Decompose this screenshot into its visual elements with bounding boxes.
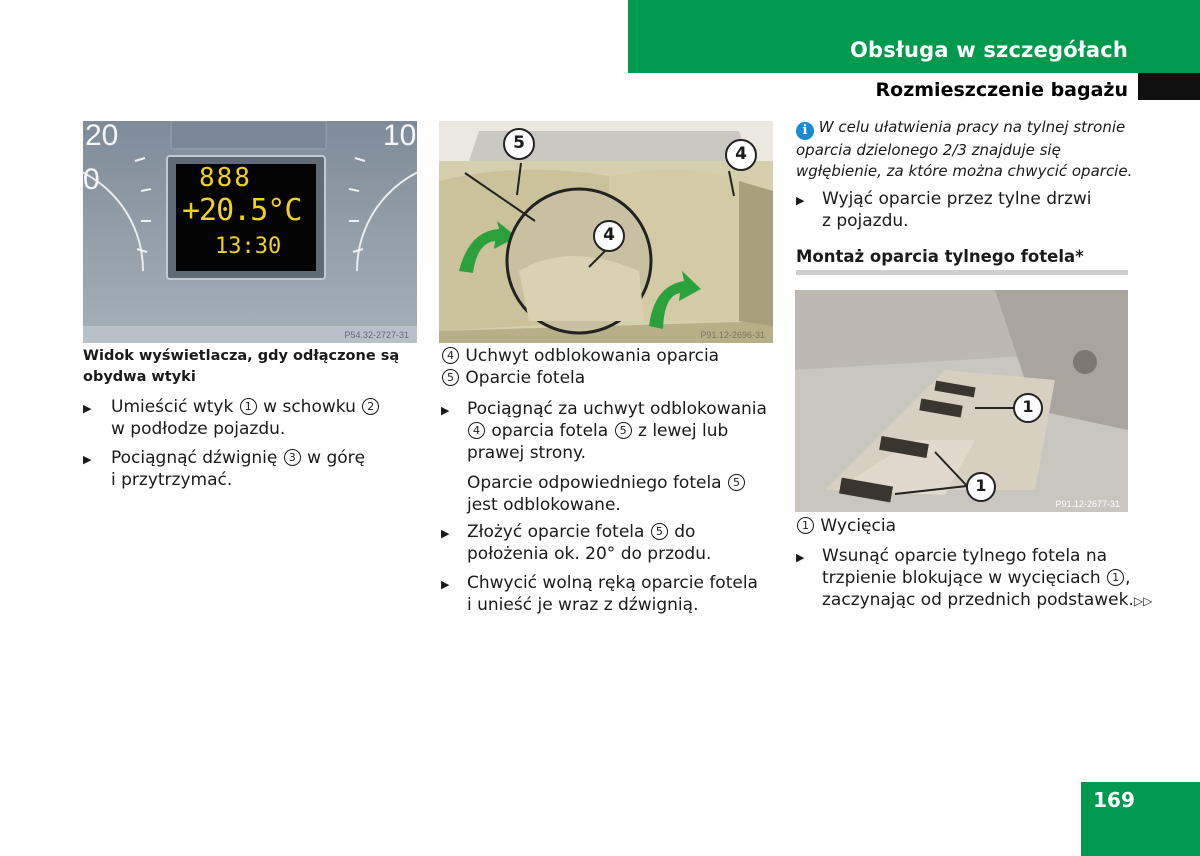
triangle-right-icon: ▶ — [796, 551, 805, 564]
figure-code: P91.12-2696-31 — [700, 330, 765, 340]
section-header-bar — [628, 0, 1200, 73]
ref-number: 5 — [651, 523, 668, 540]
figure-caption: Widok wyświetlacza, gdy odłączone są obydwa wtyki — [83, 348, 400, 385]
ref-number: 5 — [728, 474, 745, 491]
text: oparcia dzielonego 2/3 znajduje się — [796, 141, 1061, 159]
ref-number: 4 — [468, 422, 485, 439]
gauge-number-left-lower: 0 — [83, 163, 100, 196]
text: w podłodze pojazdu. — [111, 419, 286, 439]
list-item — [83, 447, 403, 491]
subheading: Montaż oparcia tylnego fotela* — [796, 247, 1084, 266]
text: Umieścić wtyk — [111, 397, 234, 417]
display-temperature: +20.5°C — [182, 193, 302, 228]
ref-number: 2 — [362, 398, 379, 415]
list-item — [441, 521, 781, 565]
ref-number: 1 — [240, 398, 257, 415]
callout-5: 5 — [513, 133, 525, 153]
list-item — [441, 572, 781, 616]
luggage-floor-illustration — [795, 290, 1128, 512]
gauge-number-right: 10 — [383, 121, 417, 152]
page-number: 169 — [1093, 788, 1135, 812]
list-item — [796, 545, 1166, 612]
list-item — [796, 188, 1136, 232]
text: i unieść je wraz z dźwignią. — [467, 595, 699, 615]
triangle-right-icon: ▶ — [441, 578, 450, 591]
triangle-right-icon: ▶ — [796, 194, 805, 207]
triangle-right-icon: ▶ — [441, 404, 450, 417]
list-item — [441, 398, 781, 516]
text: W celu ułatwienia pracy na tylnej stronie — [818, 118, 1126, 136]
text: Oparcie odpowiedniego fotela — [467, 473, 722, 493]
triangle-right-icon: ▶ — [83, 402, 92, 415]
callout-1-upper: 1 — [1022, 397, 1034, 416]
display-indicator-top: 888 — [199, 163, 252, 193]
text: Uchwyt odblokowania oparcia — [465, 346, 720, 366]
text: w schowku — [263, 397, 356, 417]
text: do — [674, 522, 696, 542]
figure-code: P91.12-2677-31 — [1055, 499, 1120, 509]
gauge-number-left: 20 — [85, 121, 119, 152]
text: i przytrzymać. — [111, 470, 233, 490]
figure-code: P54.32-2727-31 — [344, 330, 409, 340]
legend-item — [441, 367, 771, 389]
text: Złożyć oparcie fotela — [467, 522, 645, 542]
text: Oparcie fotela — [465, 368, 586, 388]
display-time: 13:30 — [215, 234, 282, 259]
legend-item — [441, 345, 771, 367]
text: Chwycić wolną ręką oparcie fotela — [467, 573, 758, 593]
text: trzpienie blokujące w wycięciach — [822, 568, 1101, 588]
triangle-right-icon: ▶ — [441, 527, 450, 540]
text: Wycięcia — [820, 516, 896, 536]
ref-number: 3 — [284, 449, 301, 466]
callout-4-top: 4 — [735, 144, 747, 164]
subsection-title: Rozmieszczenie bagażu — [875, 79, 1128, 101]
ref-number: 5 — [442, 369, 459, 386]
header-tab-marker — [1138, 73, 1200, 100]
section-title: Obsługa w szczegółach — [849, 38, 1128, 62]
list-item — [83, 396, 403, 440]
info-icon: i — [796, 122, 814, 140]
figure-luggage-floor — [795, 290, 1128, 512]
ref-number: 1 — [1107, 569, 1124, 586]
ref-number: 5 — [615, 422, 632, 439]
ref-number: 1 — [797, 517, 814, 534]
text: z lewej lub — [638, 421, 729, 441]
legend-item — [796, 515, 1126, 537]
text: , — [1125, 568, 1131, 588]
text: w górę — [307, 448, 366, 468]
text: Wsunąć oparcie tylnego fotela na — [822, 546, 1108, 566]
text: Pociągnąć dźwignię — [111, 448, 278, 468]
triangle-right-icon: ▶ — [83, 453, 92, 466]
figure-rear-seat-release — [439, 121, 773, 343]
text: wgłębienie, za które można chwycić oparcie. — [796, 162, 1133, 180]
text: Wyjąć oparcie przez tylne drzwi — [822, 189, 1092, 209]
subheading-rule — [796, 270, 1128, 275]
callout-1-lower: 1 — [975, 476, 987, 495]
continue-arrows-icon: ▷▷ — [1133, 594, 1153, 608]
text: położenia ok. 20° do przodu. — [467, 544, 712, 564]
figure-instrument-display — [83, 121, 417, 343]
text: jest odblokowane. — [467, 495, 621, 515]
callout-4-zoom: 4 — [603, 225, 615, 245]
info-note — [796, 117, 1141, 182]
text: Pociągnąć za uchwyt odblokowania — [467, 399, 767, 419]
instrument-cluster-illustration — [83, 121, 417, 343]
text: oparcia fotela — [491, 421, 609, 441]
text: z pojazdu. — [822, 211, 909, 231]
ref-number: 4 — [442, 347, 459, 364]
text: zaczynając od przednich podstawek. — [822, 590, 1134, 610]
text: prawej strony. — [467, 443, 587, 463]
